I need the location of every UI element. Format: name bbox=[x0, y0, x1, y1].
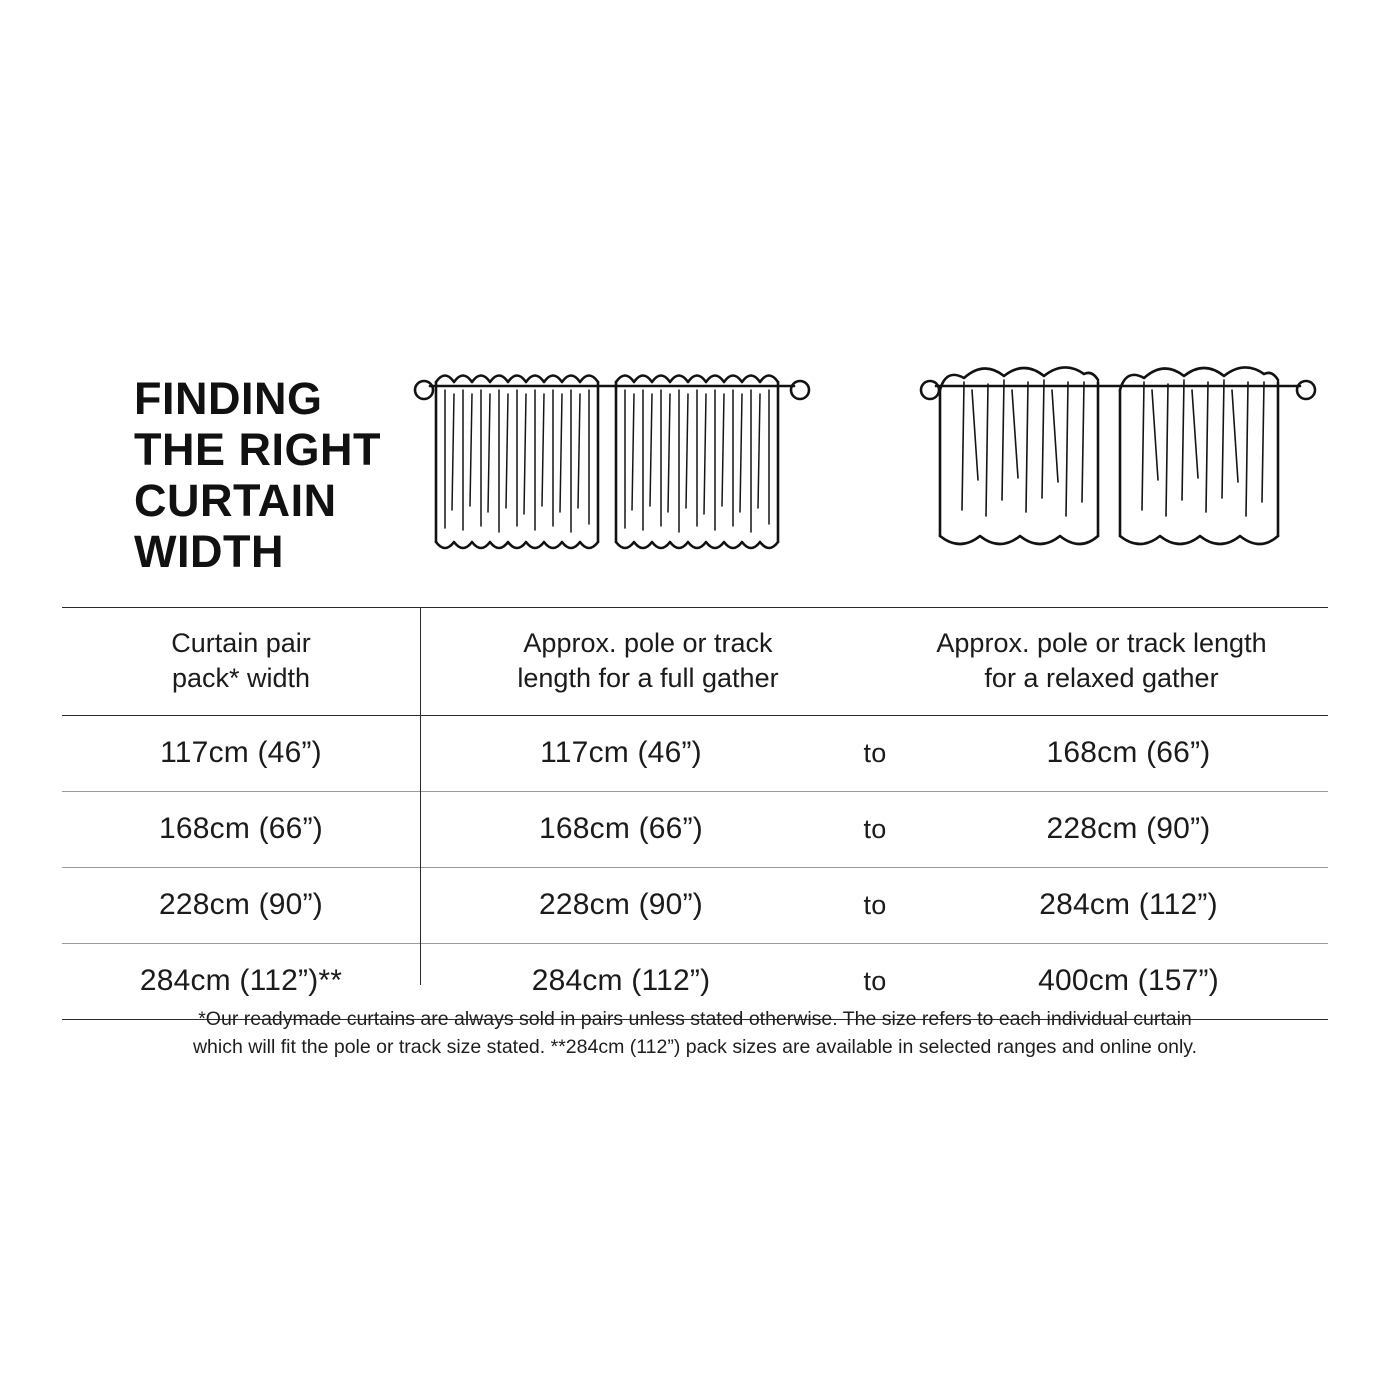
page-title-line-3: CURTAIN bbox=[134, 474, 337, 526]
table-row: to bbox=[863, 889, 887, 920]
footnote-line-1: *Our readymade curtains are always sold in pairs unless stated otherwise. The size refers to each individual curtain bbox=[198, 1008, 1192, 1030]
table-row: 117cm (46”) bbox=[540, 736, 702, 769]
table-row: 284cm (112”) bbox=[531, 964, 711, 997]
table-row: 168cm (66”) bbox=[1046, 736, 1211, 769]
full-gather-curtain-illustration bbox=[412, 360, 812, 570]
column-header-full-gather-line1: Approx. pole or track bbox=[523, 628, 773, 659]
footnote bbox=[140, 1005, 1250, 1062]
table-row: 284cm (112”) bbox=[1039, 888, 1218, 921]
illustrations bbox=[392, 360, 1328, 570]
table-row: 400cm (157”) bbox=[1038, 964, 1219, 997]
table-row: 228cm (90”) bbox=[159, 888, 323, 921]
column-header-pack-width-line1: Curtain pair bbox=[171, 628, 311, 659]
table-row: 228cm (90”) bbox=[1046, 812, 1211, 845]
table-row: to bbox=[863, 965, 887, 996]
column-header-full-gather bbox=[421, 607, 875, 715]
header-band bbox=[62, 360, 1328, 605]
column-header-relaxed-gather bbox=[875, 607, 1328, 715]
table-row: 117cm (46”) bbox=[160, 736, 322, 769]
page-title bbox=[62, 374, 392, 577]
table-row: 284cm (112”)** bbox=[139, 964, 343, 997]
footnote-line-2: which will fit the pole or track size stated. **284cm (112”) pack sizes are available in selected ranges and online only. bbox=[192, 1036, 1198, 1059]
relaxed-gather-curtain-illustration bbox=[918, 360, 1318, 570]
column-header-pack-width bbox=[62, 607, 420, 715]
table-row: to bbox=[863, 737, 887, 768]
table-row: to bbox=[863, 813, 887, 844]
column-header-pack-width-line2: pack* width bbox=[171, 663, 311, 693]
page-title-line-2: THE RIGHT bbox=[134, 423, 381, 475]
page-title-line-1: FINDING bbox=[134, 373, 323, 424]
column-header-relaxed-gather-line1: Approx. pole or track length bbox=[936, 628, 1267, 659]
table-row: 228cm (90”) bbox=[539, 888, 703, 921]
table-row: 168cm (66”) bbox=[539, 812, 703, 845]
page-title-line-4: WIDTH bbox=[134, 525, 284, 577]
column-header-full-gather-line2: length for a full gather bbox=[517, 663, 779, 693]
table-row: 168cm (66”) bbox=[159, 812, 323, 845]
column-header-relaxed-gather-line2: for a relaxed gather bbox=[984, 663, 1219, 693]
